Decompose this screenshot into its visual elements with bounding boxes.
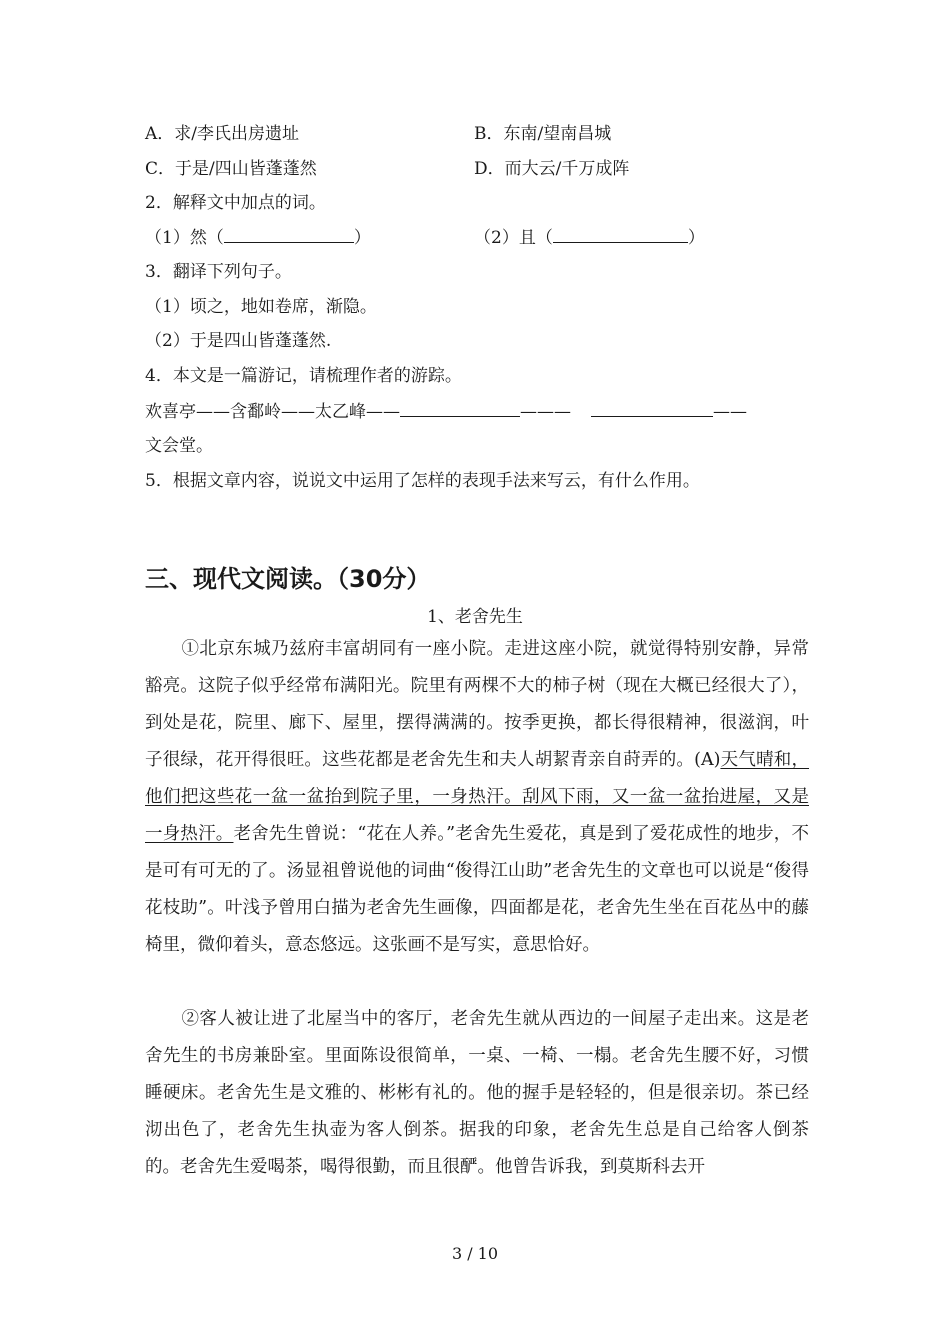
underlined-sentence-a: 天气晴和，他们把这些花一盆一盆抬到院子里，一身热汗。刮风下雨，又一盆一盆抬进屋，又是一身热汗。 bbox=[145, 750, 810, 844]
item-1-label: （1）然（ bbox=[145, 228, 224, 248]
question-3-item-1: （1）顷之，地如卷席，渐隐。 bbox=[145, 297, 377, 317]
question-3: 3．翻译下列句子。 bbox=[145, 262, 292, 282]
question-2: 2．解释文中加点的词。 bbox=[145, 193, 326, 213]
question-5: 5．根据文章内容，说说文中运用了怎样的表现手法来写云，有什么作用。 bbox=[145, 471, 700, 491]
route-dash: ——— bbox=[520, 402, 571, 422]
section-title: 三、现代文阅读。（30分） bbox=[145, 565, 431, 593]
question-4: 4．本文是一篇游记，请梳理作者的游踪。 bbox=[145, 366, 462, 386]
item-2-label: （2）且（ bbox=[474, 228, 553, 248]
paragraph-text: ①北京东城乃兹府丰富胡同有一座小院。走进这座小院，就觉得特别安静，异常豁亮。这院子似乎经常布满阳光。院里有两棵不大的柿子树（现在大概已经很大了），到处是花，院里、廊下、屋里，摆得满满的。按季更换，都长得很精神，很滋润，叶子很绿，花开得很旺。这些花都是老舍先生和夫人胡絜青亲自莳弄的。(A) bbox=[145, 639, 809, 770]
answer-blank[interactable] bbox=[400, 400, 520, 417]
route-dash: —— bbox=[713, 402, 747, 422]
article-paragraph-2 bbox=[145, 1001, 809, 1186]
option-d: D．而大云/千万成阵 bbox=[474, 159, 630, 179]
question-2-item-2 bbox=[474, 226, 705, 249]
close-paren: ） bbox=[353, 228, 371, 248]
option-b: B．东南/望南昌城 bbox=[474, 124, 612, 144]
page-number: 3 / 10 bbox=[451, 1244, 499, 1263]
route-start: 欢喜亭——含鄱岭——太乙峰—— bbox=[145, 402, 400, 422]
close-paren: ） bbox=[687, 228, 705, 248]
question-4-route-end: 文会堂。 bbox=[145, 436, 213, 456]
answer-blank[interactable] bbox=[224, 226, 354, 243]
option-a: A．求/李氏出房遗址 bbox=[145, 124, 300, 144]
article-title: 1、老舍先生 bbox=[427, 607, 523, 627]
answer-blank[interactable] bbox=[553, 226, 688, 243]
answer-blank[interactable] bbox=[591, 400, 713, 417]
option-c: C．于是/四山皆蓬蓬然 bbox=[145, 159, 317, 179]
question-3-item-2: （2）于是四山皆蓬蓬然. bbox=[145, 331, 332, 351]
article-paragraph-1 bbox=[145, 631, 809, 964]
question-4-route bbox=[145, 400, 747, 423]
paragraph-text: ②客人被让进了北屋当中的客厅，老舍先生就从西边的一间屋子走出来。这是老舍先生的书房兼卧室。里面陈设很简单，一桌、一椅、一榻。老舍先生腰不好，习惯睡硬床。老舍先生是文雅的、彬彬有礼的。他的握手是轻轻的，但是很亲切。茶已经沏出色了，老舍先生执壶为客人倒茶。据我的印象，老舍先生总是自己给客人倒茶的。老舍先生爱喝茶，喝得很勤，而且很酽。他曾告诉我，到莫斯科去开 bbox=[145, 1009, 809, 1177]
question-2-item-1 bbox=[145, 226, 371, 249]
paragraph-text: 老舍先生曾说：“花在人养。”老舍先生爱花，真是到了爱花成性的地步，不是可有可无的了。汤显祖曾说他的词曲“俊得江山助”老舍先生的文章也可以说是“俊得花枝助”。叶浅予曾用白描为老舍先生画像，四面都是花，老舍先生坐在百花丛中的藤椅里，微仰着头，意态悠远。这张画不是写实，意思恰好。 bbox=[145, 824, 810, 955]
